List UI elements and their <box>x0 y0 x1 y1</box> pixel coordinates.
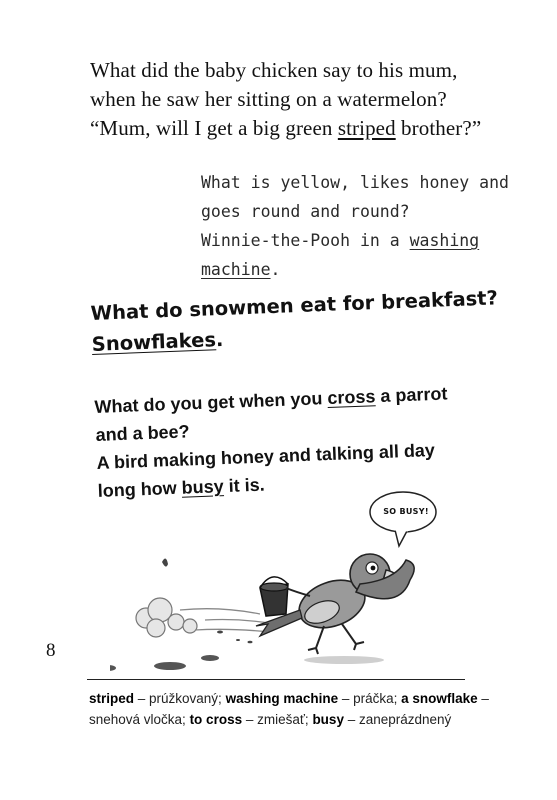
joke-chicken-line-3-start: “Mum, will I get a big green <box>90 116 338 140</box>
joke-pooh <box>201 168 531 284</box>
bucket-icon <box>260 577 288 616</box>
speech-bubble-text: SO BUSY! <box>383 507 429 516</box>
joke-parrot-line-1-end: a parrot <box>374 383 448 407</box>
glossary-def-snowflake-dash: – <box>477 691 489 706</box>
dust-cloud-icon <box>136 598 197 637</box>
joke-pooh-line-2: goes round and round? <box>201 202 410 221</box>
glossary-term-busy: busy <box>312 712 344 727</box>
joke-chicken <box>90 56 530 143</box>
joke-parrot-line-4-start: long how <box>97 477 183 501</box>
joke-pooh-line-4 <box>201 255 531 284</box>
glossary-def-busy: – zaneprázdnený <box>343 712 452 727</box>
glossary-def-striped: – prúžkovaný; <box>134 691 226 706</box>
glossary-term-cross: to cross <box>189 712 243 727</box>
joke-snowmen-line-1: What do snowmen eat for breakfast? <box>90 286 499 325</box>
parrot-illustration <box>110 540 490 680</box>
joke-pooh-line-3-start: Winnie-the-Pooh in a <box>201 231 410 250</box>
vocab-busy: busy <box>181 476 225 498</box>
joke-chicken-line-1: What did the baby chicken say to his mum, <box>90 58 458 82</box>
glossary-def-cross: – zmiešať; <box>242 712 313 727</box>
glossary-term-striped: striped <box>89 691 135 706</box>
joke-snowmen-line-2-end: . <box>215 327 224 352</box>
glossary-def-washing-machine: – práčka; <box>338 691 402 706</box>
joke-parrot-line-2: and a bee? <box>95 421 190 445</box>
joke-parrot-line-3: A bird making honey and talking all day <box>96 439 436 473</box>
vocab-machine: machine <box>201 260 271 279</box>
glossary <box>89 688 529 730</box>
joke-chicken-line-3-end: brother?” <box>395 116 482 140</box>
vocab-washing: washing <box>409 231 480 250</box>
footer-divider <box>87 679 465 680</box>
glossary-term-snowflake: a snowflake <box>401 691 478 706</box>
vocab-cross: cross <box>326 386 376 409</box>
joke-parrot-line-4-end: it is. <box>223 474 266 497</box>
joke-parrot-line-1-start: What do you get when you <box>94 388 328 417</box>
glossary-def-snowflake: snehová vločka; <box>89 712 190 727</box>
joke-pooh-line-1: What is yellow, likes honey and <box>201 173 509 192</box>
glossary-term-washing-machine: washing machine <box>225 691 339 706</box>
joke-chicken-line-2: when he saw her sitting on a watermelon? <box>90 87 447 111</box>
vocab-striped: striped <box>337 116 396 140</box>
joke-pooh-line-4-end: . <box>270 260 281 279</box>
speech-bubble <box>365 488 445 548</box>
joke-parrot <box>94 378 498 505</box>
vocab-snowflakes: Snowflakes <box>91 328 217 356</box>
joke-pooh-line-3 <box>201 226 531 255</box>
joke-chicken-line-3 <box>90 114 530 143</box>
page-number: 8 <box>46 640 56 661</box>
joke-snowmen <box>90 283 499 360</box>
